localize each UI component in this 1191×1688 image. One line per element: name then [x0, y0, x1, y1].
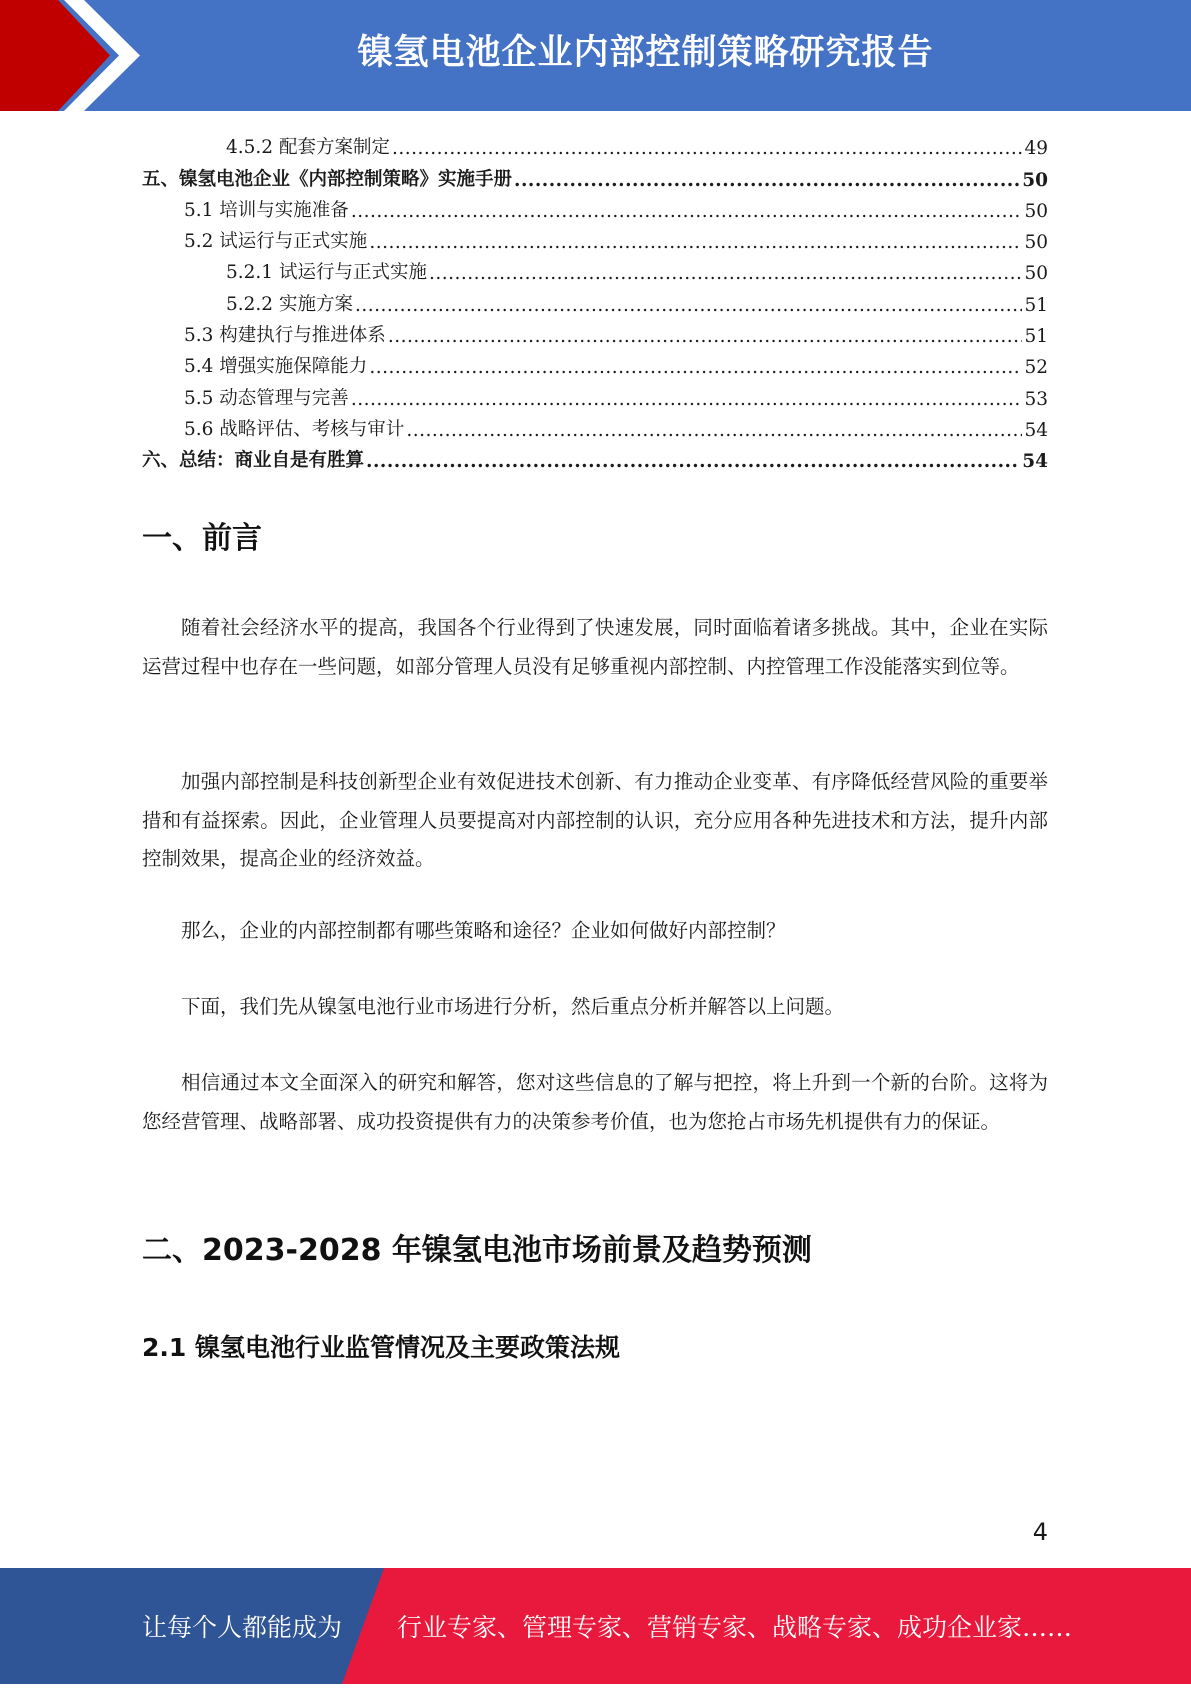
- header-arrow-decoration: [0, 0, 160, 111]
- section-heading-market-outlook: 二、2023-2028 年镍氢电池市场前景及趋势预测: [142, 1233, 812, 1268]
- toc-entry[interactable]: [142, 316, 1048, 347]
- footer-slogan-roles: 行业专家、管理专家、营销专家、战略专家、成功企业家……: [397, 1613, 1073, 1642]
- toc-dot-leader: [369, 357, 1022, 378]
- toc-entry[interactable]: [142, 378, 1048, 409]
- toc-entry-label: 4.5.2 配套方案制定: [226, 137, 390, 159]
- toc-entry-label: 5.2 试运行与正式实施: [184, 231, 368, 253]
- toc-entry-label: 五、镍氢电池企业《内部控制策略》实施手册: [142, 168, 513, 190]
- toc-entry[interactable]: [142, 191, 1048, 222]
- toc-entry[interactable]: [142, 253, 1048, 284]
- toc-entry[interactable]: [142, 222, 1048, 253]
- table-of-contents: [142, 128, 1048, 472]
- paragraph: 相信通过本文全面深入的研究和解答，您对这些信息的了解与把控，将上升到一个新的台阶。这将为您经营管理、战略部署、成功投资提供有力的决策参考价值，也为您抢占市场先机提供有力的保证。: [142, 1071, 1048, 1133]
- toc-entry-page: 50: [1022, 169, 1048, 191]
- toc-entry-label: 5.1 培训与实施准备: [184, 199, 349, 221]
- toc-dot-leader: [351, 389, 1023, 410]
- toc-dot-leader: [355, 295, 1023, 316]
- toc-entry-page: 50: [1024, 232, 1048, 254]
- paragraph: 那么，企业的内部控制都有哪些策略和途径？企业如何做好内部控制？: [181, 919, 786, 942]
- toc-dot-leader: [388, 326, 1023, 347]
- report-title: 镍氢电池企业内部控制策略研究报告: [357, 33, 934, 73]
- toc-entry-page: 52: [1024, 357, 1048, 379]
- toc-dot-leader: [366, 451, 1020, 472]
- toc-entry-page: 49: [1024, 138, 1048, 160]
- toc-entry-label: 5.2.1 试运行与正式实施: [226, 262, 427, 284]
- toc-dot-leader: [429, 263, 1022, 284]
- toc-entry-page: 51: [1024, 294, 1048, 316]
- header-banner: [0, 0, 1191, 111]
- toc-entry-label: 5.3 构建执行与推进体系: [184, 325, 386, 347]
- toc-entry-label: 5.6 战略评估、考核与审计: [184, 418, 405, 440]
- toc-entry-label: 5.5 动态管理与完善: [184, 387, 349, 409]
- paragraph: 加强内部控制是科技创新型企业有效促进技术创新、有力推动企业变革、有序降低经营风险的重要举措和有益探索。因此，企业管理人员要提高对内部控制的认识，充分应用各种先进技术和方法，提升内部控制效果，提高企业的经济效益。: [142, 770, 1048, 870]
- toc-entry[interactable]: [142, 128, 1048, 159]
- toc-entry[interactable]: [142, 159, 1048, 190]
- section-heading-preface: 一、前言: [142, 521, 262, 556]
- toc-dot-leader: [514, 170, 1020, 191]
- toc-entry-page: 54: [1022, 451, 1048, 473]
- footer-slogan-lead: 让每个人都能成为: [142, 1613, 343, 1642]
- toc-entry-page: 50: [1024, 200, 1048, 222]
- toc-entry[interactable]: [142, 441, 1048, 472]
- toc-entry[interactable]: [142, 347, 1048, 378]
- toc-dot-leader: [392, 138, 1022, 159]
- toc-entry-label: 六、总结：商业自是有胜算: [142, 450, 365, 472]
- toc-entry-page: 50: [1024, 263, 1048, 285]
- footer-banner: [0, 1568, 1191, 1684]
- page-number: 4: [1032, 1518, 1048, 1546]
- toc-entry-page: 54: [1024, 419, 1048, 441]
- toc-entry[interactable]: [142, 410, 1048, 441]
- toc-entry-label: 5.2.2 实施方案: [226, 293, 353, 315]
- toc-entry-label: 5.4 增强实施保障能力: [184, 356, 368, 378]
- toc-dot-leader: [369, 232, 1022, 253]
- toc-dot-leader: [406, 420, 1022, 441]
- paragraph: 下面，我们先从镍氢电池行业市场进行分析，然后重点分析并解答以上问题。: [181, 995, 845, 1018]
- toc-dot-leader: [351, 201, 1023, 222]
- toc-entry[interactable]: [142, 284, 1048, 315]
- toc-entry-page: 53: [1024, 388, 1048, 410]
- toc-entry-page: 51: [1024, 326, 1048, 348]
- paragraph: 随着社会经济水平的提高，我国各个行业得到了快速发展，同时面临着诸多挑战。其中，企业在实际运营过程中也存在一些问题，如部分管理人员没有足够重视内部控制、内控管理工作没能落实到位等。: [142, 616, 1048, 678]
- subsection-heading: 2.1 镍氢电池行业监管情况及主要政策法规: [142, 1333, 620, 1362]
